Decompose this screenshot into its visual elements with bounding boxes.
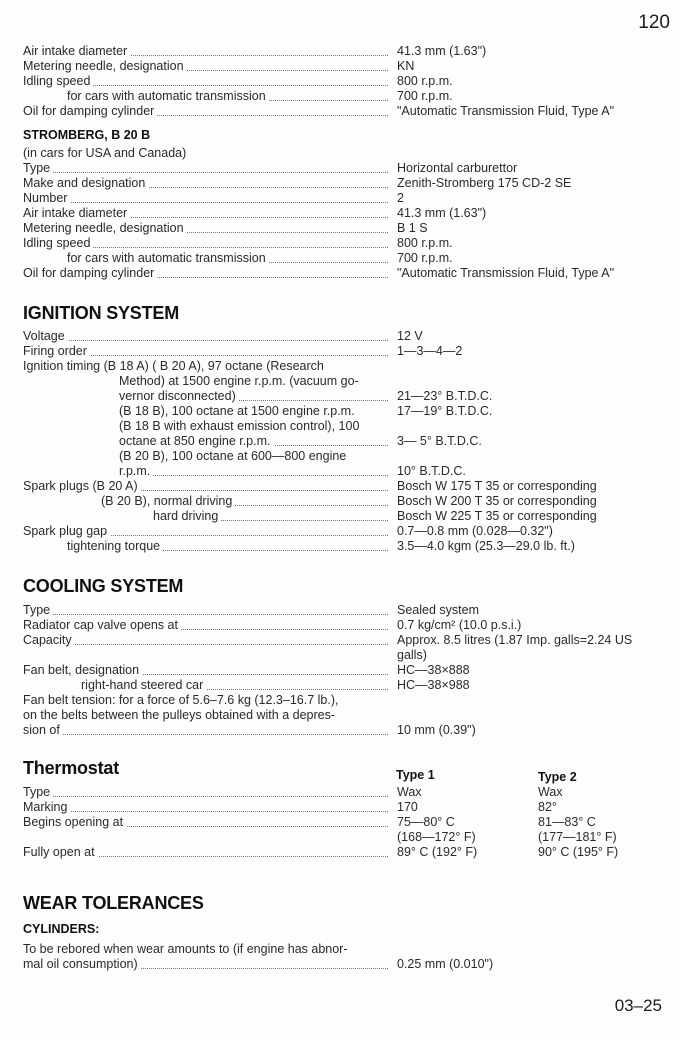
spec-value: 0.7 kg/cm² (10.0 p.s.i.) — [397, 618, 522, 632]
spec-label — [23, 524, 388, 539]
spec-label — [23, 404, 388, 419]
spec-label — [23, 663, 388, 678]
spec-row — [23, 815, 663, 830]
spec-label — [23, 464, 388, 479]
spec-row — [23, 59, 663, 74]
ignition-section — [23, 303, 663, 554]
spec-label-text: on the belts between the pulleys obtained with a depres- — [23, 708, 338, 722]
spec-value: 81—83° C — [538, 815, 596, 829]
spec-row — [23, 464, 663, 479]
carburettor-spec-table — [23, 44, 663, 119]
spec-row — [23, 419, 663, 434]
spec-row — [23, 221, 663, 236]
spec-row — [23, 618, 663, 633]
stromberg-spec-table — [23, 161, 663, 281]
spec-label-text: Firing order — [23, 344, 90, 358]
thermostat-col-type1: Type 1 — [396, 768, 435, 782]
spec-value: KN — [397, 59, 415, 73]
footer-page-code: 03–25 — [614, 996, 662, 1015]
spec-value: (168—172° F) — [397, 830, 476, 844]
spec-value: 800 r.p.m. — [397, 74, 453, 88]
spec-row — [23, 404, 663, 419]
spec-label-text: Idling speed — [23, 74, 93, 88]
spec-row — [23, 800, 663, 815]
spec-row — [23, 942, 663, 957]
spec-label — [23, 845, 388, 860]
spec-value: Bosch W 175 T 35 or corresponding — [397, 479, 597, 493]
spec-row — [23, 251, 663, 266]
spec-label — [23, 479, 388, 494]
spec-row — [23, 191, 663, 206]
spec-value: "Automatic Transmission Fluid, Type A" — [397, 266, 615, 280]
spec-label-text: Type — [23, 785, 53, 799]
spec-value: Bosch W 200 T 35 or corresponding — [397, 494, 597, 508]
spec-label-text: Marking — [23, 800, 70, 814]
spec-value: 10 mm (0.39") — [397, 723, 476, 737]
spec-label-text: (B 20 B), 100 octane at 600—800 engine — [23, 449, 349, 463]
spec-value: 10° B.T.D.C. — [397, 464, 466, 478]
spec-label-text: Method) at 1500 engine r.p.m. (vacuum go- — [23, 374, 362, 388]
spec-row — [23, 693, 663, 708]
spec-label — [23, 344, 388, 359]
spec-value: 90° C (195° F) — [538, 845, 619, 859]
spec-value: HC—38×888 — [397, 663, 470, 677]
spec-row — [23, 479, 663, 494]
spec-label — [23, 266, 388, 281]
spec-value: Approx. 8.5 litres (1.87 Imp. galls=2.24 US — [397, 633, 633, 647]
spec-label — [23, 374, 388, 389]
spec-label-text: right-hand steered car — [23, 678, 206, 692]
spec-value: 170 — [397, 800, 418, 814]
spec-label — [23, 206, 388, 221]
spec-label — [23, 633, 388, 648]
thermostat-heading: Thermostat — [23, 758, 120, 778]
spec-label-text: (B 18 B), 100 octane at 1500 engine r.p.m. — [23, 404, 358, 418]
spec-label — [23, 815, 388, 830]
spec-row — [23, 539, 663, 554]
spec-value: 1—3—4—2 — [397, 344, 463, 358]
spec-label-text: Metering needle, designation — [23, 221, 187, 235]
spec-label-text: vernor disconnected) — [23, 389, 239, 403]
wear-spec-table — [23, 942, 663, 972]
spec-label-text: Number — [23, 191, 70, 205]
spec-value: 3.5—4.0 kgm (25.3—29.0 lb. ft.) — [397, 539, 575, 553]
spec-value: Zenith-Stromberg 175 CD-2 SE — [397, 176, 572, 190]
spec-label-text: sion of — [23, 723, 63, 737]
spec-value: 0.7—0.8 mm (0.028—0.32") — [397, 524, 553, 538]
spec-row — [23, 603, 663, 618]
spec-row — [23, 44, 663, 59]
spec-value: HC—38×988 — [397, 678, 470, 692]
spec-label — [23, 723, 388, 738]
spec-label-text: hard driving — [23, 509, 221, 523]
spec-label — [23, 251, 388, 266]
spec-row — [23, 524, 663, 539]
spec-label — [23, 389, 388, 404]
spec-label — [23, 359, 388, 374]
spec-label — [23, 191, 388, 206]
spec-row — [23, 633, 663, 648]
spec-label-text: Fan belt, designation — [23, 663, 142, 677]
spec-label-text: Fully open at — [23, 845, 98, 859]
spec-label — [23, 693, 388, 708]
spec-label-text: r.p.m. — [23, 464, 153, 478]
spec-row — [23, 359, 663, 374]
spec-label — [23, 161, 388, 176]
spec-row — [23, 266, 663, 281]
spec-row — [23, 830, 663, 845]
spec-label-text: To be rebored when wear amounts to (if engine has abnor- — [23, 942, 351, 956]
spec-label — [23, 509, 388, 524]
spec-label — [23, 618, 388, 633]
spec-label-text — [23, 648, 26, 662]
spec-label — [23, 221, 388, 236]
spec-label-text: Type — [23, 603, 53, 617]
spec-row — [23, 678, 663, 693]
spec-value: 3— 5° B.T.D.C. — [397, 434, 482, 448]
cooling-heading: COOLING SYSTEM — [23, 576, 184, 596]
spec-label — [23, 104, 388, 119]
spec-label — [23, 942, 388, 957]
cooling-spec-table — [23, 603, 663, 738]
spec-label-text: tightening torque — [23, 539, 163, 553]
spec-label-text: Spark plug gap — [23, 524, 110, 538]
spec-label — [23, 603, 388, 618]
spec-value: 0.25 mm (0.010") — [397, 957, 494, 971]
spec-label — [23, 830, 388, 845]
spec-value: Wax — [538, 785, 563, 799]
spec-value: 41.3 mm (1.63") — [397, 206, 487, 220]
spec-value: Bosch W 225 T 35 or corresponding — [397, 509, 597, 523]
spec-label — [23, 800, 388, 815]
spec-row — [23, 509, 663, 524]
stromberg-section — [23, 128, 663, 281]
spec-label-text: Oil for damping cylinder — [23, 104, 157, 118]
spec-row — [23, 236, 663, 251]
thermostat-col-type2: Type 2 — [538, 770, 577, 784]
spec-value: 700 r.p.m. — [397, 251, 453, 265]
spec-label — [23, 434, 388, 449]
spec-value: (177—181° F) — [538, 830, 617, 844]
spec-label — [23, 957, 388, 972]
spec-value: "Automatic Transmission Fluid, Type A" — [397, 104, 615, 118]
spec-value: 82° — [538, 800, 557, 814]
spec-label — [23, 236, 388, 251]
cooling-section — [23, 576, 663, 738]
spec-row — [23, 104, 663, 119]
spec-label — [23, 59, 388, 74]
spec-label-text: Make and designation — [23, 176, 148, 190]
spec-label-text: Idling speed — [23, 236, 93, 250]
spec-label — [23, 678, 388, 693]
spec-label-text: for cars with automatic transmission — [23, 251, 269, 265]
spec-row — [23, 708, 663, 723]
spec-label — [23, 176, 388, 191]
spec-label — [23, 708, 388, 723]
spec-row — [23, 663, 663, 678]
stromberg-note: (in cars for USA and Canada) — [23, 146, 187, 160]
spec-value: Horizontal carburettor — [397, 161, 518, 175]
spec-label — [23, 74, 388, 89]
spec-label — [23, 648, 388, 663]
spec-value: 800 r.p.m. — [397, 236, 453, 250]
spec-label — [23, 89, 388, 104]
spec-row — [23, 723, 663, 738]
spec-label-text: Begins opening at — [23, 815, 126, 829]
spec-label-text: for cars with automatic transmission — [23, 89, 269, 103]
spec-label — [23, 419, 388, 434]
spec-row — [23, 434, 663, 449]
cylinders-subheading: CYLINDERS: — [23, 922, 100, 936]
spec-row — [23, 89, 663, 104]
spec-value: 75—80° C — [397, 815, 455, 829]
spec-label-text: Air intake diameter — [23, 206, 130, 220]
spec-label-text: Radiator cap valve opens at — [23, 618, 181, 632]
spec-label-text: Air intake diameter — [23, 44, 130, 58]
spec-label — [23, 329, 388, 344]
wear-heading: WEAR TOLERANCES — [23, 893, 204, 913]
spec-label-text: (B 18 B with exhaust emission control), 100 — [23, 419, 362, 433]
stromberg-heading: STROMBERG, B 20 B — [23, 128, 151, 142]
spec-value: 700 r.p.m. — [397, 89, 453, 103]
spec-label-text: Voltage — [23, 329, 68, 343]
spec-value: Sealed system — [397, 603, 479, 617]
page-number: 120 — [638, 12, 670, 33]
spec-row — [23, 648, 663, 663]
spec-label-text: Ignition timing (B 18 A) ( B 20 A), 97 octane (Research — [23, 359, 327, 373]
spec-row — [23, 329, 663, 344]
spec-row — [23, 845, 663, 860]
spec-value: Wax — [397, 785, 422, 799]
spec-row — [23, 206, 663, 221]
ignition-heading: IGNITION SYSTEM — [23, 303, 180, 323]
spec-row — [23, 374, 663, 389]
spec-row — [23, 957, 663, 972]
spec-label-text: (B 20 B), normal driving — [23, 494, 235, 508]
spec-value: galls) — [397, 648, 427, 662]
spec-value: 21—23° B.T.D.C. — [397, 389, 493, 403]
spec-value: 12 V — [397, 329, 423, 343]
spec-label-text: octane at 850 engine r.p.m. — [23, 434, 274, 448]
spec-label — [23, 539, 388, 554]
spec-label-text: Type — [23, 161, 53, 175]
ignition-spec-table — [23, 329, 663, 554]
spec-label — [23, 785, 388, 800]
spec-label-text: Oil for damping cylinder — [23, 266, 157, 280]
spec-label — [23, 494, 388, 509]
spec-value: B 1 S — [397, 221, 428, 235]
spec-value: 17—19° B.T.D.C. — [397, 404, 493, 418]
spec-value: 2 — [397, 191, 404, 205]
spec-label-text: Spark plugs (B 20 A) — [23, 479, 141, 493]
spec-row — [23, 785, 663, 800]
spec-row — [23, 494, 663, 509]
spec-label — [23, 449, 388, 464]
spec-label-text: Capacity — [23, 633, 75, 647]
spec-label-text: Fan belt tension: for a force of 5.6–7.6 kg (12.3–16.7 lb.), — [23, 693, 341, 707]
spec-row — [23, 74, 663, 89]
spec-row — [23, 176, 663, 191]
wear-section — [23, 893, 663, 972]
spec-label-text — [23, 830, 26, 844]
spec-label-text: Metering needle, designation — [23, 59, 187, 73]
thermostat-section — [23, 758, 663, 860]
spec-label — [23, 44, 388, 59]
spec-row — [23, 389, 663, 404]
spec-value: 41.3 mm (1.63") — [397, 44, 487, 58]
spec-value: 89° C (192° F) — [397, 845, 478, 859]
spec-row — [23, 449, 663, 464]
thermostat-spec-table — [23, 785, 663, 860]
spec-label-text: mal oil consumption) — [23, 957, 141, 971]
spec-row — [23, 161, 663, 176]
spec-row — [23, 344, 663, 359]
